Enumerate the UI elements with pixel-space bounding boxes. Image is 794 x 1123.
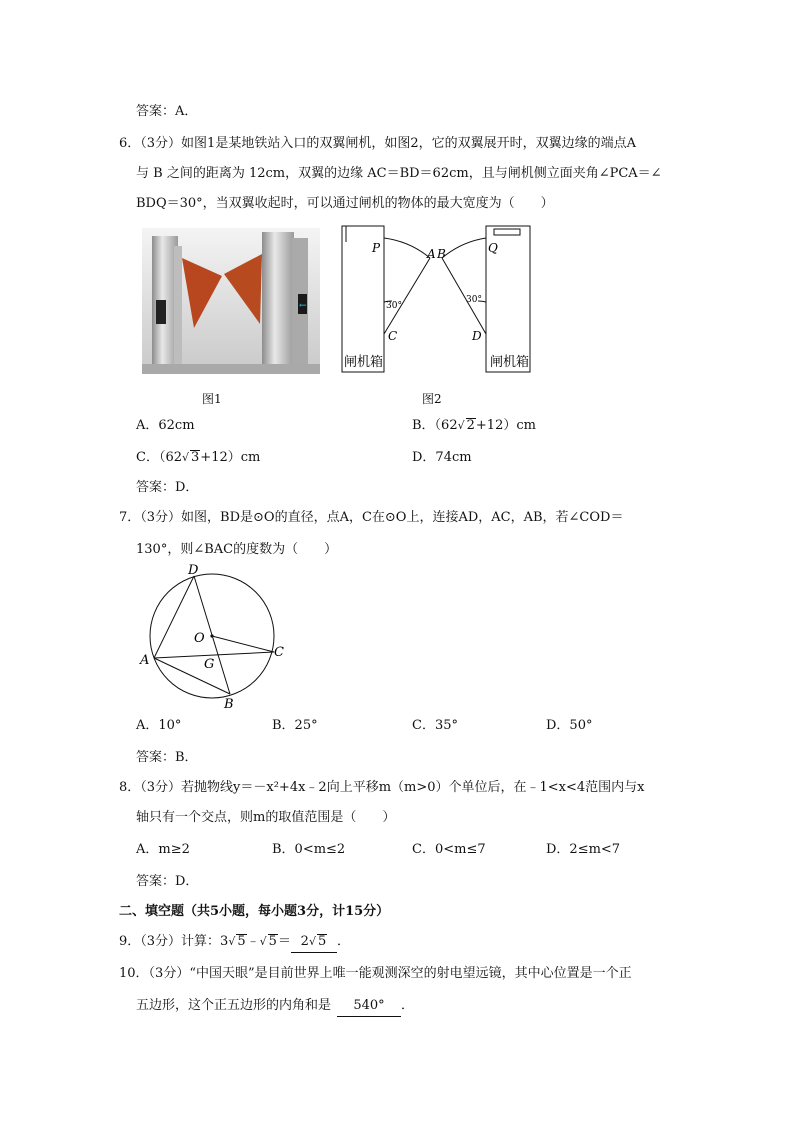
q6-option-d: D．74cm (412, 450, 472, 465)
q6-option-c: C．（62√ 3+12）cm (136, 450, 261, 465)
figure-1-caption: 图1 (202, 392, 222, 406)
q8-option-c: C．0<m≤7 (412, 842, 486, 857)
q6-option-a: A．62cm (136, 418, 195, 433)
q10-answer-blank: 540° (337, 996, 401, 1017)
q10-line2: 五边形，这个正五边形的内角和是 540° ． (136, 996, 414, 1017)
q7-line1: 7．（3分）如图，BD是⊙O的直径，点A，C在⊙O上，连接AD，AC，AB，若∠COD＝ (119, 510, 624, 525)
q6-line1: 6．（3分）如图1是某地铁站入口的双翼闸机，如图2，它的双翼展开时，双翼边缘的端点A (119, 136, 636, 151)
figure-q7-circle (136, 560, 296, 712)
q6-line3: BDQ＝30°，当双翼收起时，可以通过闸机的物体的最大宽度为（ ） (136, 196, 554, 211)
figure-1-turnstile-photo (142, 228, 320, 374)
angle-left: 30° (386, 301, 402, 311)
answer-q5: 答案：A． (136, 104, 198, 119)
label-D: D (472, 329, 482, 343)
figure-2-caption: 图2 (422, 392, 442, 406)
q7-line2: 130°，则∠BAC的度数为（ ） (136, 542, 338, 557)
answer-q7: 答案：B． (136, 750, 198, 765)
q8-line1: 8．（3分）若抛物线y＝－x²+4x﹣2向上平移m（m>0）个单位后，在﹣1<x<4范围内与x (119, 780, 645, 795)
figure-2-diagram (338, 222, 538, 378)
q9-answer-blank: 2√ 5 (291, 932, 337, 953)
q10-line1: 10．（3分）“中国天眼”是目前世界上唯一能观测深空的射电望远镜，其中心位置是一个正 (119, 966, 632, 981)
q7-option-c: C．35° (412, 718, 458, 733)
q8-option-d: D．2≤m<7 (546, 842, 621, 857)
q8-option-b: B．0<m≤2 (272, 842, 346, 857)
q7-option-b: B．25° (272, 718, 318, 733)
q9-line: 9．（3分）计算：3√ 5﹣√ 5＝ 2√ 5 ． (119, 932, 350, 953)
label-O: O (194, 631, 205, 646)
label-P: P (372, 241, 381, 255)
q6-option-b: B．（62√ 2+12）cm (412, 418, 536, 433)
q7-option-a: A．10° (136, 718, 182, 733)
label-D: D (188, 563, 199, 578)
box-right-label: 闸机箱 (490, 355, 530, 370)
label-B: B (437, 247, 446, 261)
svg-text:←: ← (299, 301, 307, 311)
label-A: A (140, 653, 150, 668)
box-left-label: 闸机箱 (344, 355, 384, 370)
label-G: G (204, 657, 215, 672)
label-C: C (274, 645, 284, 660)
answer-q6: 答案：D． (136, 480, 199, 495)
q8-option-a: A．m≥2 (136, 842, 190, 857)
angle-right: 30° (466, 295, 482, 305)
label-Q: Q (488, 241, 498, 255)
label-C: C (388, 329, 398, 343)
answer-q8: 答案：D． (136, 874, 199, 889)
section-2-heading: 二、填空题（共5小题，每小题3分，计15分） (119, 904, 390, 919)
q6-line2: 与 B 之间的距离为 12cm，双翼的边缘 AC＝BD＝62cm，且与闸机侧立面夹角∠PCA＝∠ (136, 166, 662, 181)
label-B: B (224, 697, 234, 712)
q7-option-d: D．50° (546, 718, 593, 733)
q8-line2: 轴只有一个交点，则m的取值范围是（ ） (136, 810, 396, 825)
label-A: A (427, 247, 436, 261)
